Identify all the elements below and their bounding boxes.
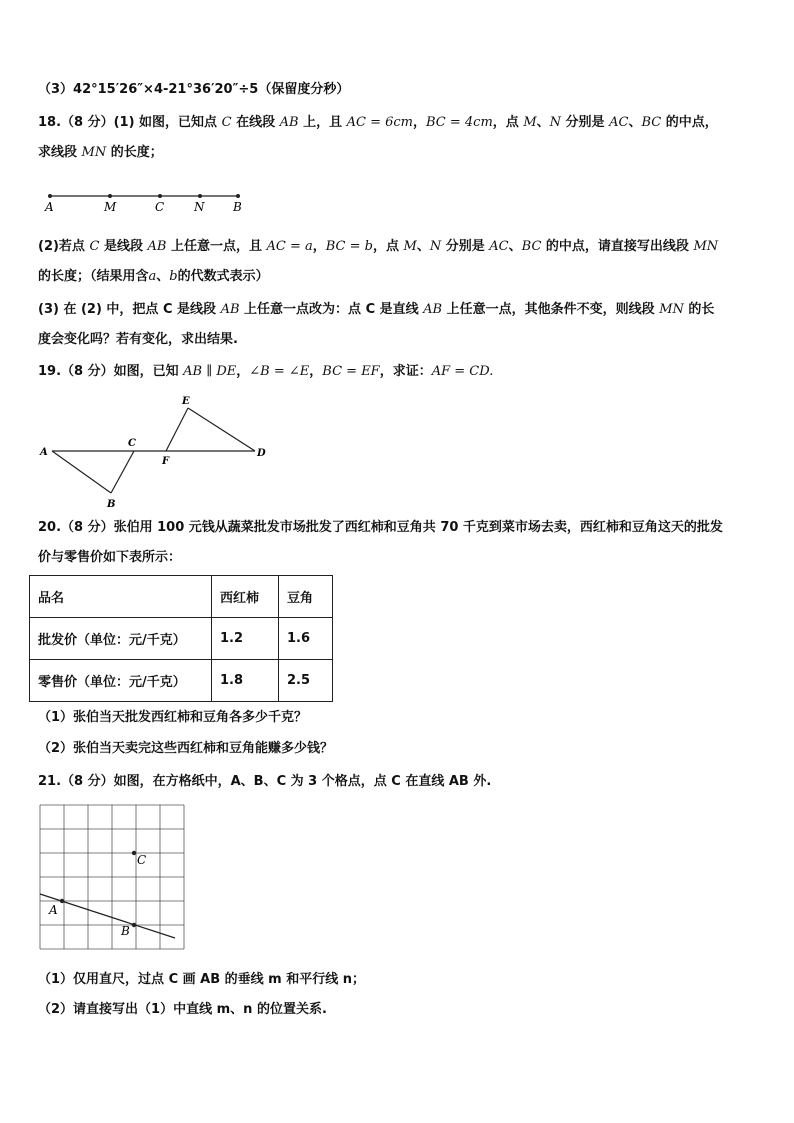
q20-part1: （1）张伯当天批发西红柿和豆角各多少千克？ [38,710,308,725]
point-m [108,194,112,198]
point-a [48,194,52,198]
segment-fe [166,408,188,451]
q18-part3-line2: 度会变化吗？若有变化，求出结果. [38,332,238,347]
header-bean: 豆角 [279,576,333,618]
q18-intro-line2: 求线段 MN 的长度； [38,145,163,160]
cell-value: 1.8 [212,660,279,702]
label-b: B [121,924,130,938]
q18-part2-line2: 的长度；（结果用含a、b的代数式表示） [38,269,269,284]
header-name: 品名 [30,576,212,618]
q18-intro: 18.（8 分）(1) 如图，已知点 C 在线段 AB 上，且 AC = 6cm，BC = 4cm，点 M、N 分别是 AC、BC 的中点， [38,115,718,130]
label-c: C [137,853,147,867]
row-label: 批发价（单位：元/千克） [30,618,212,660]
q18-segment-figure [40,186,260,216]
q19-text: 19.（8 分）如图，已知 AB ∥ DE，∠B = ∠E，BC = EF，求证：AF = CD. [38,364,494,379]
label-a: A [45,200,54,214]
label-a: A [49,903,58,917]
segment-bc [111,451,134,493]
point-a [60,899,64,903]
label-f: F [162,456,170,467]
label-a: A [40,447,48,458]
point-c [158,194,162,198]
cell-value: 1.2 [212,618,279,660]
label-b: B [107,499,116,510]
label-m: M [104,200,117,214]
label-d: D [257,448,266,459]
q20-line2: 价与零售价如下表所示： [38,550,182,565]
grid-lines [40,805,184,949]
q21-part1: （1）仅用直尺，过点 C 画 AB 的垂线 m 和平行线 n； [38,972,366,987]
label-c: C [155,200,165,214]
q17-part3: （3）42°15′26″×4-21°36′20″÷5（保留度分秒） [38,82,350,97]
header-tomato: 西红柿 [212,576,279,618]
point-b [132,923,136,927]
q18-part3: (3) 在 (2) 中，把点 C 是线段 AB 上任意一点改为：点 C 是直线 AB 上任意一点，其他条件不变，则线段 MN 的长 [38,302,715,317]
q18-part2: (2)若点 C 是线段 AB 上任意一点，且 AC = a，BC = b，点 M、N 分别是 AC、BC 的中点，请直接写出线段 MN [38,239,719,254]
q21-part2: （2）请直接写出（1）中直线 m、n 的位置关系. [38,1002,327,1017]
table-row [30,618,333,660]
cell-value: 1.6 [279,618,333,660]
segment-ed [188,408,255,451]
q19-triangle-figure [36,393,276,513]
label-e: E [182,396,190,407]
point-b [236,194,240,198]
segment-ab [52,451,111,493]
point-c [132,851,136,855]
row-label: 零售价（单位：元/千克） [30,660,212,702]
cell-value: 2.5 [279,660,333,702]
point-n [198,194,202,198]
table-row [30,660,333,702]
q21-text: 21.（8 分）如图，在方格纸中，A、B、C 为 3 个格点，点 C 在直线 AB 外. [38,774,492,789]
table-header-row [30,576,333,618]
label-b: B [233,200,242,214]
label-c: C [128,438,136,449]
q20-part2: （2）张伯当天卖完这些西红柿和豆角能赚多少钱？ [38,741,334,756]
price-table [29,575,333,702]
label-n: N [194,200,205,214]
q21-grid-figure [30,800,190,956]
q20-line1: 20.（8 分）张伯用 100 元钱从蔬菜批发市场批发了西红柿和豆角共 70 千克到菜市场去卖，西红柿和豆角这天的批发 [38,520,723,535]
